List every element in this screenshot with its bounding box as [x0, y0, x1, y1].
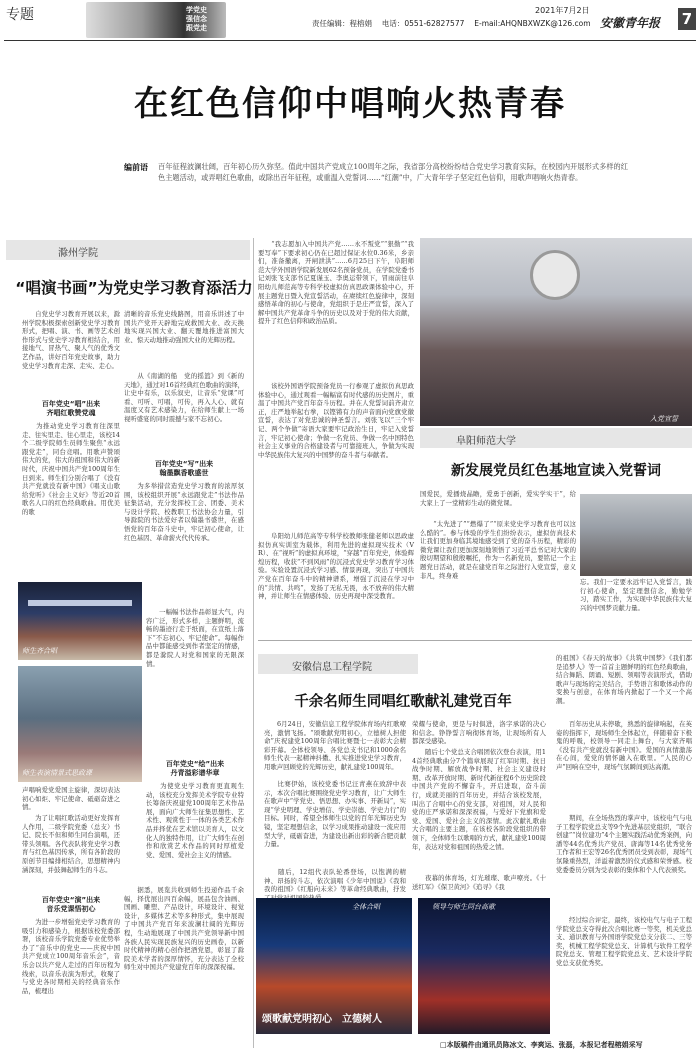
party-emblem-decor — [530, 250, 580, 300]
anhui-col-3-para-3: 期间，在全场热烈的掌声中，该校电气与电子工程学院党总支等9个先进基层党组织，“联合创建”“岗位建功”4个主题实践活动优秀案例，向潘等44名优秀共产党员、唐海等14名优秀党务工作者和王宏等26名优秀团员受到表彰，现场气氛隆重热烈，洋溢着激烈的仪式感和荣誉感。校党委委员分别为受表彰的集体和个人代表颁奖。 — [556, 814, 692, 874]
chuzhou-photo-1-caption: 师生齐合唱 — [22, 647, 57, 655]
chuzhou-subhead-4: 百年党史“绘”出来 丹青溢彩谱华章 — [165, 760, 225, 777]
intro-text: 百年征程波澜壮阔，百年初心历久弥坚。值此中国共产党成立100周年之际，我省部分高校纷纷结合党史学习教育实际，在校园内开展形式多样的红色主题活动，或弄唱红色歌曲，或除出百年征程，或重温入党誓词……“红潮”中，广大青年学子坚定红色信仰，用歌声唱响火热青春。 — [158, 162, 628, 182]
anhui-col-3-para-2: 百年历史从未停歇，熟悉的旋律响起，在英姿的指挥下，现场师生全体起立，伴随着奋下极鬼的呼吸，校领导一同走上舞台，与大家齐唱《没有共产党就没有新中国》。爱国的真情激荡在心间，爱党的情怀融入在歌里。“人民的心声”回响在空中，现场气氛瞬间到达高潮。 — [556, 720, 692, 771]
anhui-col-1-para-1: 6月24日，安徽信息工程学院体育场内红歌嘹亮，激情飞扬。“颂歌献党明初心，立德树人担使命”庆祝建党100周年合唱比赛暨七一表彰大会精彩开幕。全体校领导、各党总支书记和1000余名师生代表一起精神抖擞、扎实推进党史学习教育，用歌声回顾党的光辉历史，献礼建党100周年。 — [264, 720, 406, 771]
anhui-photo-2 — [418, 898, 550, 1034]
anhui-col-1-para-2: 比赛伊始，该校党委书记汪青燕在致辞中表示，本次合唱比赛围绕党史学习教育，让广大师生在歌声中“学党史、悟思想、办实事、开新局”，实现“学史明理、学史增信、学史崇德、学史力行”的目标。同时，希望全体师生以党的百年光辉历史为镜，坚定理想信念，以学习成果推动建设一流应用型大学，砥砺奋进，为建设出新出彩的新合肥贡献力量。 — [264, 780, 406, 849]
chuzhou-col2-para-6: 据悉，展览共收到师生投递作品千余幅，择优展出四百余幅，展品包含油画、国画、雕塑、产品设计，环境设计、视觉设计，多媒体艺术等多种形式，集中展现了中国共产党百年来波澜壮阔的光辉历程，生动地展现了中国共产党领导新中国各族人民实现民族复兴的历史画卷，以新时代精神的精心创作把酒党恩，彰显了滁院美术学者的深厚情怀，充分表达了全校师生对中国共产党建党百年的深深祝福。 — [124, 886, 244, 972]
fuyang-col-2-para-3: 忘。我们一定要永远牢记入党誓言，践行初心使命，坚定理想信念，勤勉学习，踏实工作，为实现中华民族伟大复兴的中国梦贡献力量。 — [580, 578, 692, 612]
fuyang-col-2-para-2: “太先进了”“燃爆了”“原来党史学习教育也可以这么酷的”。参与体验的学生们纷纷表示，虚拟仿真技术让我们更加身临其境地感受到了党的奋斗历程，精彩的微党课让我们更加深刻地领悟了习近平总书记对大家的殷切期望和殷殷嘱托，作为一名新党员，要铭记一个主题党日活动，就是在建党百年之际进行入党宣誓，意义非凡，终身难 — [420, 520, 576, 580]
issue-date: 2021年7月2日 — [535, 6, 590, 15]
chuzhou-school-name: 滁州学院 — [58, 248, 98, 259]
anhui-photo-1 — [256, 898, 412, 1034]
anhui-headline: 千余名师生同唱红歌献礼建党百年 — [294, 694, 512, 710]
paper-name: 安徽青年报 — [600, 16, 661, 30]
anhui-col-2-para-1: 荣耀与使命，更是与时俱进，洛字承诺的决心和信念。铮铮誓言响彻体育场，让现场所有人都深受感染。 — [412, 720, 546, 746]
email: E-mail:AHQNBXWZK@126.com — [474, 19, 591, 28]
fuyang-school-name: 阜阳师范大学 — [456, 436, 516, 447]
anhui-photo-1-caption: 全体合唱 — [352, 903, 380, 911]
editor: 责任编辑：程榕娟 — [312, 19, 372, 28]
page-header — [0, 0, 700, 42]
section-label: 专题 — [6, 7, 34, 23]
anhui-school-name: 安徽信息工程学院 — [292, 662, 372, 673]
chuzhou-col2-para-5: 为使党史学习教育更直观生动，该校充分发挥美术学院专业特长筹备庆祝建党100周年艺术作品展，面向广大师生征集思想性、艺术性、观赏性于一体的各类艺术作品并择优在艺术馆以美育人，以文化人的独特作用，让广大师生在创作和欣赏艺术作品的同时厚植爱党、爱国、爱社会主义的情感。 — [146, 782, 244, 859]
header-slogan — [186, 6, 207, 33]
slogan-3: 跟党走 — [186, 24, 207, 32]
footer-credit: □本版稿件由通讯员陈冰文、李爽运、张磊，本报记者程榕娟采写 — [440, 1041, 643, 1049]
fuyang-col-1-para-2: 该校外国语学院预备党员一行参观了虚拟仿真思政体验中心，通过观看一幅幅富有时代感的历史图片，重温了中国共产党百年奋斗历程。并在人党誓词前齐肃立正，庄严地举起右拳，以铿锵有力的声音面向党旗党徽宣誓，表达了对党忠诚的神圣誓言。刘张飞以“三个牢记、两个争做”寄语大家要牢记政治生日，牢记入党誓言，牢记初心使命；争做一名党员、争做一名中国特色社会主义事业的合格建设者与可靠接班人，争做为实现中华民族伟大复兴的中国梦的奋斗者与奉献者。 — [258, 382, 414, 459]
anhui-stage-banner: 颂歌献党明初心 立德树人 — [262, 1014, 382, 1025]
anhui-col-3-para-1: 的祖国》《春天的故事》《共筑中国梦》《我们都是追梦人》等一首首主题鲜明的红色经典歌曲，结合舞蹈、朗诵、短剧、领唱等表演形式，借助歌声与现场的完美结合，手势语言和歌体动作的变换与创意，在体育场内掀起了一个又一个高潮。 — [556, 654, 692, 705]
chuzhou-para-1: 自党史学习教育开展以来，滁州学院积极探索创新党史学习教育形式，把唱、演、书、画等艺术创作形式与党史学习教育相结合，用接地气、冒热气、聚人气的优秀文艺作品，讲好百年党史故事，助力党史学习教育走深、走实、走心。 — [22, 310, 120, 370]
fuyang-col-2-para-1: 国爱民，爱播烧晶瞻，爱勇于创新，爱实学实干”，给大家上了一堂精彩生动的微党课。 — [420, 490, 576, 507]
column-divider — [253, 238, 254, 1048]
anhui-col-2-para-2: 随后七个党总支合唱团依次登台表演，用14首经典歌曲分7个篇章展现了红军时期、抗日战争时期、解放战争时期、社会主义建设时期、改革开放时期、新时代新征程6个历史阶段中国共产党的不懈奋斗，开启进取，奋斗前行，成就美丽的百年历史，并结合该校发展，叫出了合唱中心的党支部，对祖国，对人民和党的庄严承诺和深深祝福，与爱好下党旗和爱党、爱国、爱社会主义的深情。此次献礼歌曲大合唱的主要主题，在该校各阶段党组织的带领下，全体师生以歌唱的方式，献礼建党100周年，表达对党和祖国的热爱之情。 — [412, 748, 546, 851]
intro-box — [96, 148, 628, 206]
slogan-1: 学党史 — [186, 6, 207, 14]
page-number: 7 — [678, 8, 696, 30]
anhui-col-1-para-3: 随后，12组代表队轮番登场，以饱满的精神、昂扬的斗志，依次演唱《少年中国说》《我和我的祖国》《红船向未来》等革命经典歌曲，抒发 — [264, 868, 406, 894]
chuzhou-school-band — [6, 240, 250, 260]
chuzhou-col2-para-3: 为多举措营造党史学习教育的浓厚氛围，该校组织开展“永远跟党走”书法作品征集活动，充分发挥校工会、团委、美术与设计学院、校教职工书法协会力量，引导滁院的书法爱好者以翰墨书盛世，在感悟党的百年奋斗史中，牢记初心使命，让红色基因、革命薪火代代传承。 — [124, 482, 244, 542]
stage-lights-decor — [28, 600, 132, 606]
chuzhou-subhead-3: 百年党史“写”出来 翰墨飘香歌盛世 — [154, 460, 214, 477]
chuzhou-para-3: 声唱响爱党爱国主旋律，深切表达初心如炬、牢记使命、砥砺奋进之情。 — [22, 786, 120, 812]
chuzhou-subhead-2: 百年党史“演”出来 音乐党课悟初心 — [41, 896, 101, 913]
anhui-top-rule — [258, 640, 692, 641]
editor-line — [312, 18, 591, 29]
main-title: 在红色信仰中唱响火热青春 — [134, 84, 566, 124]
chuzhou-col2-para-2: 从《南湖的船 党的摇篮》到《新的天地》，通过对16首经典红色歌曲的演绎，让史中有乐，以乐叙史，让音乐“党课”可看、可听、可唱，可传，再入人心、就有温度又有艺术感染力，在给师生献上一场视听盛宴的同时震撼与家不忘初心。 — [124, 372, 244, 423]
phone: 电话：0551-62827577 — [381, 19, 465, 28]
anhui-photo-2-caption: 领导与师生同台高歌 — [432, 903, 495, 911]
fuyang-col-1-para-1: “我志愿加入中国共产党……永不叛党”“狠勤”“我要写奉”下要求初心仍在已超过保证水位0.36米，乡亲们，准备撤离，开闸泄洪”……6月25日下午，阜阳师范大学外国语学院新发展62名预备党员，在学院党委书记刘张飞支部书记夏谨玉、李奥运带领下，冒雨前往阜阳幼儿师范高等专科学校虚拟仿真思政课体验中心，开展主题党日暨入党宣誓活动，在赓续红色旋律中，深刻感悟革命的初心与使命，党组织于是庄严宣誓，深入了解中国共产党革命斗争的历史以及对于党的伟大贡献，提升了红色信仰和政治品质。 — [258, 240, 414, 326]
fuyang-photo-caption: 入党宣誓 — [650, 415, 678, 423]
chuzhou-photo-2-caption: 师生表演情景式思政课 — [22, 769, 92, 777]
chuzhou-subhead-1: 百年党史“唱”出来 齐唱红歌赞党魂 — [41, 400, 101, 417]
chuzhou-headline: “唱演书画”为党史学习教育添活力 — [15, 279, 253, 297]
fuyang-small-photo — [580, 494, 692, 576]
chuzhou-col2-para-1: 清晰的音乐党史线路图，用音乐讲述了中国共产党开天辟地完成救国大业、改天换地实现兴国大业、翻天覆地推进富国大业、惊天动地推动强国大业的光辉历程。 — [124, 310, 244, 344]
fuyang-headline: 新发展党员红色基地宣读入党誓词 — [451, 463, 661, 479]
slogan-2: 强信念 — [186, 15, 207, 23]
chuzhou-col2-para-4: 一幅幅书法作品彰显大气，内容广泛，形式多样，主题鲜明，流畅的墨迹行走于纸面，在宣纸上落下“不忘初心、牢记使命”。每幅作品中都能感受到作者坚定的情感，都是滁院人对党和国家的无限深情。 — [146, 608, 244, 668]
chuzhou-para-4: 为进一步增强党史学习教育的吸引力和感染力，根据该校党委部署，该校音乐学院党委专业优势举办了“音乐中的党史——庆祝中国共产党成立100周年音乐会”，音乐会以共产党人走过的百年历程为线索，以音乐表演为形式，收聚了与党史各时期相关的经典音乐作品，梳理出 — [22, 918, 120, 995]
chuzhou-photo-2 — [18, 666, 142, 782]
chuzhou-para-2: 为推动党史学习教育往深里走、往实里走、往心里走，该校14个二级学院师生员师生聚焦“永远跟党走”，同台竞唱。用歌声赞颂伟大的党，伟大的祖国和伟大的新时代，庆祝中国共产党100周年生日到来。师生们分别合唱了《没有共产党就没有新中国》《唱支山歌给党听》《社会主义好》等近20首歌名人口的红色经典歌曲。用优美的歌 — [22, 422, 120, 516]
anhui-col-3-para-4: 经过综合评定，最终，该校电气与电子工程学院党总支夺得此次合唱比赛一等奖，机关党总支、通识教育与外国语学院党总支分获二、三等奖，机械工程学院党总支、计算机与软件工程学院党总支、管理工程学院党总支、艺术设计学院党总支获优秀奖。 — [556, 916, 692, 967]
fuyang-photo — [420, 238, 692, 426]
anhui-col-2-para-3: 夜幕的体育场，灯光璀璨、歌声嘹亮。《十送红军》《保卫黄河》《追寻》《我 — [412, 874, 546, 891]
header-rule — [4, 40, 696, 41]
chuzhou-para-3b: 为了让唱红歌活动更好发挥育人作用，二级学院党委（总支）书记、院长不但和师生同台演唱，还带头领唱。各代表队将党史学习教育与红色基因传承，所有各阶段的原创节目编排相结合，思想精神内涵深刻，并鼓舞起师生的斗志。 — [22, 814, 120, 874]
intro-label: 编前语 — [124, 163, 148, 172]
fuyang-col-1-para-3: 阜阳幼儿师范高等专科学校教师张健老师以思政虚拟仿真实训室为载体，利用先进的虚拟现实技术（VR）、在“视听”的虚拟真环境，“穿越”百年党史，体验辉煌历程，收获“不到风雨”的沉浸式党史学习教育学习体验。实验设置沉浸式学习感、情景再现，突出了中国共产党在百年奋斗中的精神谱系，增强了沉浸在学习中的“共情、共鸣”，发扬了无私无畏，永不放弃的伟大精神，并让师生在情感体验、历史再现中深受教育。 — [258, 532, 414, 601]
